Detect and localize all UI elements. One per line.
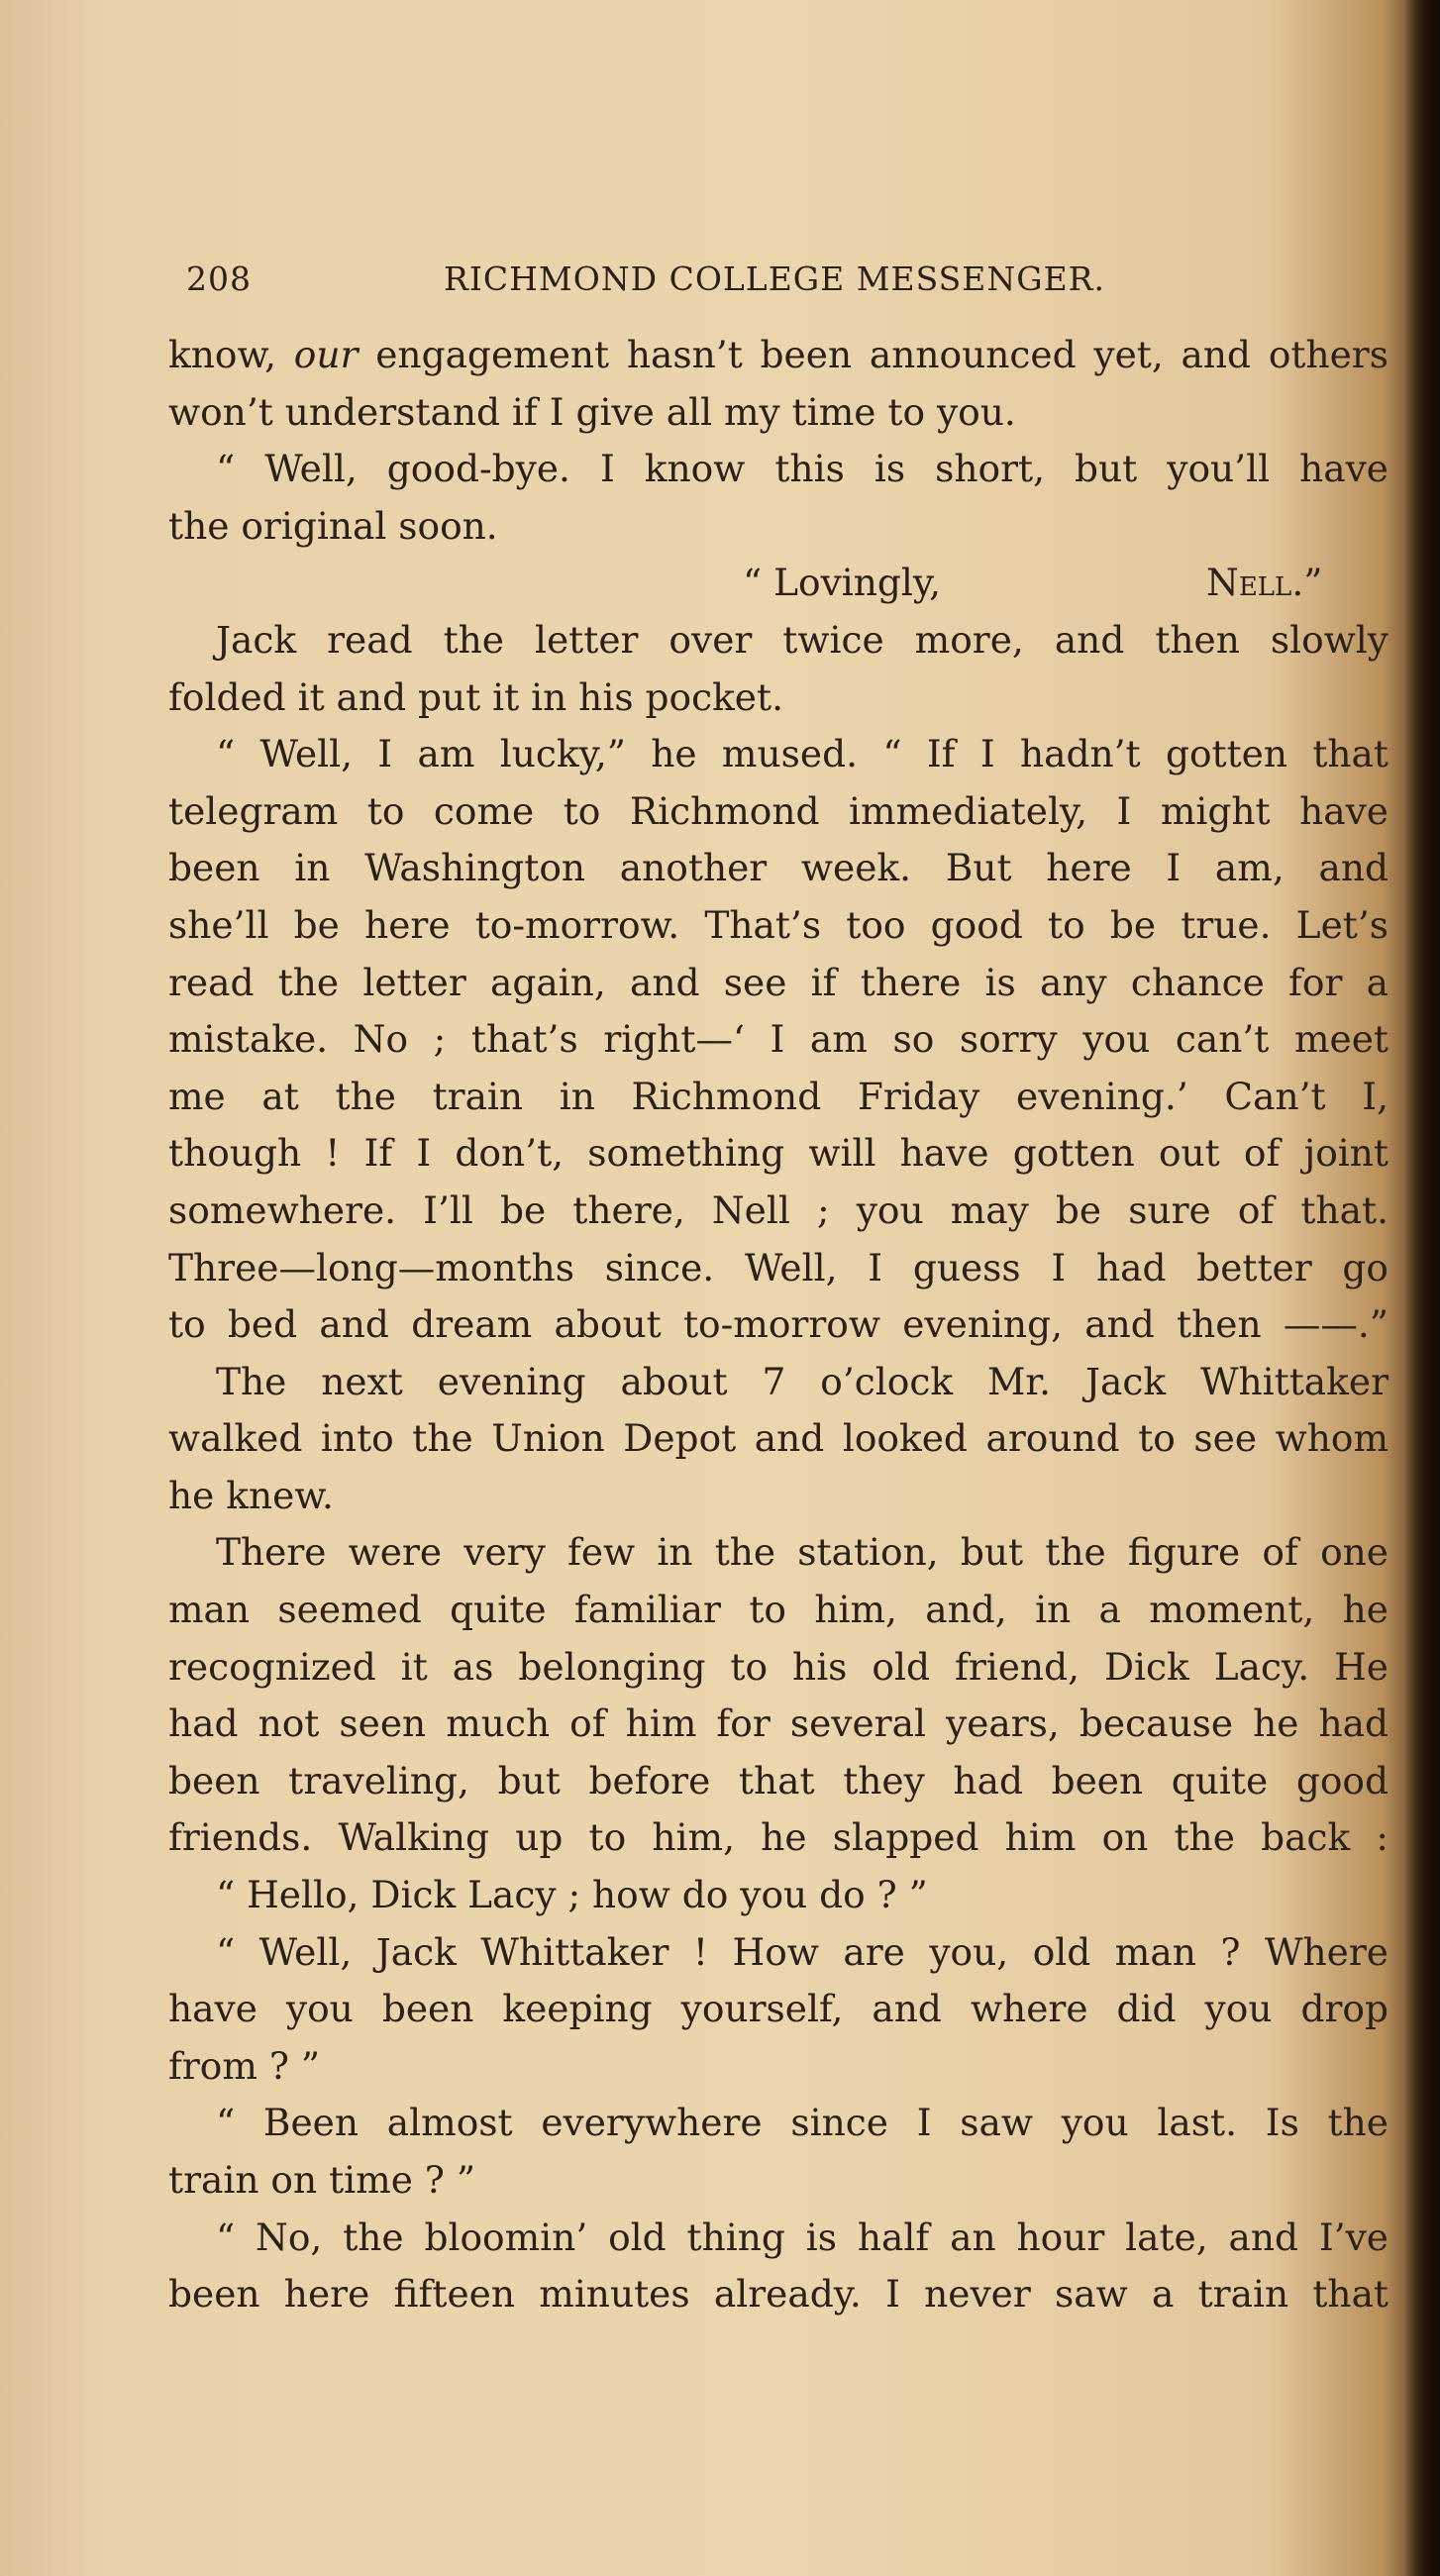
text-line: There were very few in the station, but the figure of one [216, 1530, 1389, 1575]
running-head-title: RICHMOND COLLEGE MESSENGER. [444, 259, 1106, 298]
text-line: telegram to come to Richmond immediately, I might have [168, 788, 1389, 833]
text-fragment: know, [168, 333, 294, 376]
text-line: though ! If I don’t, something will have gotten out of joint [168, 1131, 1389, 1176]
text-line: been in Washington another week. But here I am, and [168, 846, 1389, 890]
letter-closing: “ Lovingly, [743, 561, 942, 605]
text-line: “ No, the bloomin’ old thing is half an hour late, and I’ve [216, 2215, 1389, 2259]
text-line: he knew. [168, 1473, 334, 1517]
text-line: train on time ? ” [168, 2158, 475, 2202]
page-spine-shadow [1404, 0, 1440, 2576]
emphasized-word: our [293, 333, 359, 376]
running-header [186, 259, 1177, 309]
text-line: to bed and dream about to-morrow evening, and then ——.” [168, 1302, 1389, 1347]
text-line: have you been keeping yourself, and where did you drop [168, 1987, 1389, 2031]
text-line: folded it and put it in his pocket. [168, 674, 783, 719]
text-line: man seemed quite familiar to him, and, in a moment, he [168, 1588, 1389, 1632]
text-line: been traveling, but before that they had been quite good [168, 1758, 1389, 1803]
text-line: mistake. No ; that’s right—‘ I am so sorry you can’t meet [168, 1017, 1389, 1062]
text-line: she’ll be here to-morrow. That’s too good to be true. Let’s [168, 902, 1389, 947]
text-line: walked into the Union Depot and looked around to see whom [168, 1416, 1389, 1461]
text-fragment: engagement hasn’t been announced yet, and others [358, 333, 1389, 376]
text-line: The next evening about 7 o’clock Mr. Jack Whittaker [216, 1359, 1389, 1403]
letter-signer: Nell.” [1206, 561, 1323, 605]
text-line: me at the train in Richmond Friday evening.’ Can’t I, [168, 1074, 1389, 1118]
text-line: “ Hello, Dick Lacy ; how do you do ? ” [216, 1873, 928, 1917]
text-line: Jack read the letter over twice more, and then slowly [216, 617, 1389, 662]
text-line: Three—long—months since. Well, I guess I had better go [168, 1245, 1389, 1289]
text-line: had not seen much of him for several years, because he had [168, 1701, 1389, 1746]
text-line: from ? ” [168, 2043, 321, 2088]
text-line: “ Well, good-bye. I know this is short, but you’ll have [216, 447, 1389, 491]
text-line: “ Well, Jack Whittaker ! How are you, old man ? Where [216, 1929, 1389, 1974]
page-number: 208 [186, 259, 252, 298]
page-body-text [168, 327, 1389, 2323]
text-line: “ Well, I am lucky,” he mused. “ If I hadn’t gotten that [216, 732, 1389, 776]
text-line: friends. Walking up to him, he slapped him on the back : [168, 1815, 1389, 1860]
text-line [168, 327, 1389, 384]
text-line: recognized it as belonging to his old friend, Dick Lacy. He [168, 1644, 1389, 1689]
text-line: been here fifteen minutes already. I never saw a train that [168, 2272, 1389, 2317]
letter-signature [168, 555, 1389, 612]
text-line: the original soon. [168, 503, 498, 548]
text-line: “ Been almost everywhere since I saw you last. Is the [216, 2101, 1389, 2145]
text-line: somewhere. I’ll be there, Nell ; you may be sure of that. [168, 1187, 1389, 1232]
text-line: read the letter again, and see if there is any chance for a [168, 960, 1389, 1004]
text-line: won’t understand if I give all my time to you. [168, 389, 1016, 434]
